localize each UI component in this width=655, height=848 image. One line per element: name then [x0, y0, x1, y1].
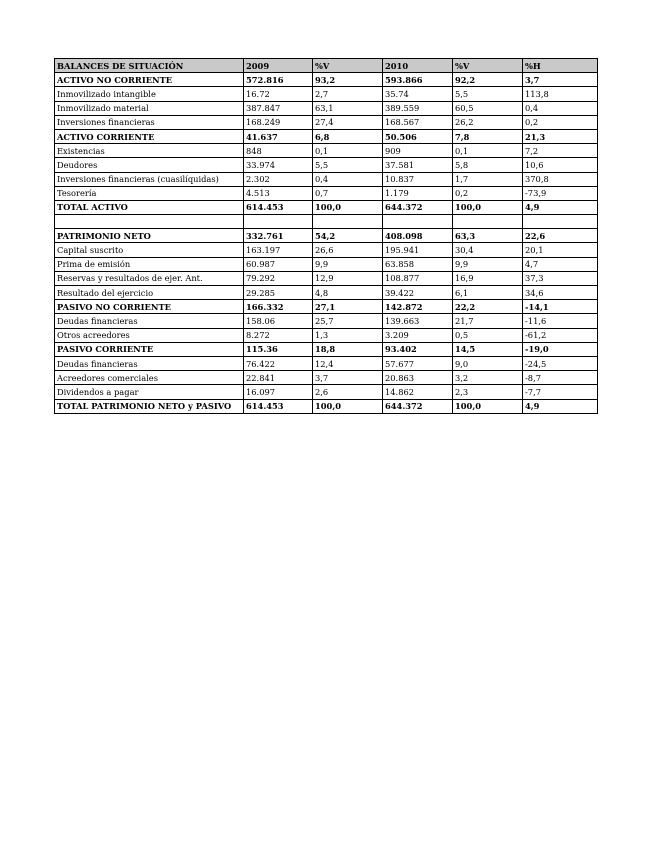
header-cell-2009: 2009: [244, 59, 313, 73]
cell-pct-v-2010: 16,9: [453, 271, 523, 285]
cell-pct-v-2010: 9,9: [453, 257, 523, 271]
cell-value-2009: 60.987: [244, 257, 313, 271]
cell-value-2009: 166.332: [244, 300, 313, 314]
cell-value-2009: 41.637: [244, 129, 313, 143]
cell-value-2010: 10.837: [383, 172, 453, 186]
cell-pct-h: -14,1: [523, 300, 598, 314]
cell-pct-v-2009: 27,4: [313, 115, 383, 129]
cell-pct-h: -73,9: [523, 186, 598, 200]
table-row: [55, 286, 598, 300]
cell-concept: PASIVO NO CORRIENTE: [55, 300, 244, 314]
cell-pct-v-2010: 0,1: [453, 144, 523, 158]
cell-value-2010: 168.567: [383, 115, 453, 129]
cell-pct-v-2010: 9,0: [453, 356, 523, 370]
table-row: [55, 385, 598, 399]
cell-pct-v-2009: 6,8: [313, 129, 383, 143]
table-row: [55, 186, 598, 200]
header-cell-2010: 2010: [383, 59, 453, 73]
cell-pct-h: 37,3: [523, 271, 598, 285]
cell-pct-v-2009: 0,4: [313, 172, 383, 186]
cell-pct-h: -11,6: [523, 314, 598, 328]
cell-value-2009: 572.816: [244, 73, 313, 87]
cell-pct-h: -8,7: [523, 371, 598, 385]
cell-pct-h: 10,6: [523, 158, 598, 172]
balance-sheet-body: [55, 59, 598, 414]
table-row: [55, 271, 598, 285]
cell-concept: [55, 215, 244, 229]
cell-value-2009: 16.72: [244, 87, 313, 101]
cell-pct-v-2010: 26,2: [453, 115, 523, 129]
cell-pct-v-2009: 25,7: [313, 314, 383, 328]
cell-pct-h: 4,9: [523, 399, 598, 413]
cell-value-2010: 108.877: [383, 271, 453, 285]
cell-pct-h: 7,2: [523, 144, 598, 158]
section-row: [55, 399, 598, 413]
cell-value-2010: 644.372: [383, 399, 453, 413]
cell-value-2010: 644.372: [383, 200, 453, 214]
header-cell-h: %H: [523, 59, 598, 73]
header-cell-v-2010: %V: [453, 59, 523, 73]
cell-concept: Prima de emisión: [55, 257, 244, 271]
cell-pct-v-2010: 3,2: [453, 371, 523, 385]
cell-pct-h: 4,9: [523, 200, 598, 214]
cell-pct-v-2009: 3,7: [313, 371, 383, 385]
cell-pct-v-2009: 0,1: [313, 144, 383, 158]
cell-concept: Existencias: [55, 144, 244, 158]
cell-value-2010: 63.858: [383, 257, 453, 271]
cell-pct-h: 4,7: [523, 257, 598, 271]
cell-concept: Inversiones financieras: [55, 115, 244, 129]
cell-pct-v-2010: 30,4: [453, 243, 523, 257]
table-row: [55, 158, 598, 172]
cell-pct-h: 22,6: [523, 229, 598, 243]
table-row: [55, 328, 598, 342]
cell-value-2009: 29.285: [244, 286, 313, 300]
header-cell-concept: BALANCES DE SITUACIÓN: [55, 59, 244, 73]
cell-pct-h: -61,2: [523, 328, 598, 342]
cell-pct-v-2010: 7,8: [453, 129, 523, 143]
cell-value-2010: 39.422: [383, 286, 453, 300]
cell-pct-v-2009: 18,8: [313, 342, 383, 356]
cell-pct-v-2009: 2,6: [313, 385, 383, 399]
cell-pct-h: 21,3: [523, 129, 598, 143]
cell-pct-v-2010: 92,2: [453, 73, 523, 87]
cell-concept: Inversiones financieras (cuasilíquidas): [55, 172, 244, 186]
cell-value-2010: 195.941: [383, 243, 453, 257]
cell-pct-h: -24,5: [523, 356, 598, 370]
cell-pct-v-2009: 2,7: [313, 87, 383, 101]
cell-value-2009: 2.302: [244, 172, 313, 186]
table-row: [55, 314, 598, 328]
cell-value-2009: 163.197: [244, 243, 313, 257]
section-row: [55, 342, 598, 356]
cell-pct-v-2009: 0,7: [313, 186, 383, 200]
cell-value-2010: 593.866: [383, 73, 453, 87]
cell-value-2010: 14.862: [383, 385, 453, 399]
cell-value-2009: 387.847: [244, 101, 313, 115]
cell-value-2009: 332.761: [244, 229, 313, 243]
cell-pct-v-2009: 93,2: [313, 73, 383, 87]
section-row: [55, 300, 598, 314]
cell-pct-h: 34,6: [523, 286, 598, 300]
table-row: [55, 356, 598, 370]
cell-pct-h: [523, 215, 598, 229]
cell-value-2010: 389.559: [383, 101, 453, 115]
cell-value-2009: 168.249: [244, 115, 313, 129]
cell-concept: Otros acreedores: [55, 328, 244, 342]
table-row: [55, 243, 598, 257]
cell-value-2009: 848: [244, 144, 313, 158]
cell-value-2010: 3.209: [383, 328, 453, 342]
cell-pct-v-2009: 100,0: [313, 399, 383, 413]
cell-pct-v-2009: 9,9: [313, 257, 383, 271]
cell-concept: Dividendos a pagar: [55, 385, 244, 399]
cell-value-2009: 158.06: [244, 314, 313, 328]
cell-concept: Capital suscrito: [55, 243, 244, 257]
cell-concept: TOTAL ACTIVO: [55, 200, 244, 214]
cell-concept: PATRIMONIO NETO: [55, 229, 244, 243]
table-row: [55, 87, 598, 101]
table-row: [55, 172, 598, 186]
cell-pct-v-2010: 1,7: [453, 172, 523, 186]
cell-concept: Resultado del ejercicio: [55, 286, 244, 300]
cell-value-2009: [244, 215, 313, 229]
blank-row: [55, 215, 598, 229]
cell-concept: Deudas financieras: [55, 314, 244, 328]
cell-value-2010: 35.74: [383, 87, 453, 101]
cell-pct-v-2010: 100,0: [453, 200, 523, 214]
cell-pct-v-2009: 4,8: [313, 286, 383, 300]
cell-pct-h: 0,4: [523, 101, 598, 115]
cell-value-2010: 142.872: [383, 300, 453, 314]
cell-value-2009: 22.841: [244, 371, 313, 385]
cell-value-2009: 115.36: [244, 342, 313, 356]
cell-pct-v-2009: 54,2: [313, 229, 383, 243]
cell-concept: Acreedores comerciales: [55, 371, 244, 385]
section-row: [55, 129, 598, 143]
cell-pct-h: 370,8: [523, 172, 598, 186]
cell-pct-h: 3,7: [523, 73, 598, 87]
cell-pct-v-2010: 0,2: [453, 186, 523, 200]
table-row: [55, 115, 598, 129]
cell-concept: Deudores: [55, 158, 244, 172]
cell-value-2009: 8.272: [244, 328, 313, 342]
cell-pct-v-2010: 60,5: [453, 101, 523, 115]
cell-value-2009: 16.097: [244, 385, 313, 399]
cell-pct-v-2010: 63,3: [453, 229, 523, 243]
cell-pct-h: 20,1: [523, 243, 598, 257]
header-row: [55, 59, 598, 73]
cell-value-2009: 4.513: [244, 186, 313, 200]
cell-pct-v-2009: 63,1: [313, 101, 383, 115]
cell-pct-v-2010: 0,5: [453, 328, 523, 342]
cell-pct-v-2010: 21,7: [453, 314, 523, 328]
section-row: [55, 229, 598, 243]
table-row: [55, 371, 598, 385]
cell-value-2010: 20.863: [383, 371, 453, 385]
cell-concept: TOTAL PATRIMONIO NETO y PASIVO: [55, 399, 244, 413]
cell-pct-v-2009: 1,3: [313, 328, 383, 342]
cell-pct-h: 113,8: [523, 87, 598, 101]
cell-pct-v-2009: [313, 215, 383, 229]
cell-value-2009: 76.422: [244, 356, 313, 370]
cell-pct-h: 0,2: [523, 115, 598, 129]
cell-pct-h: -19,0: [523, 342, 598, 356]
cell-pct-v-2010: 6,1: [453, 286, 523, 300]
cell-pct-v-2009: 100,0: [313, 200, 383, 214]
table-row: [55, 144, 598, 158]
cell-value-2009: 33.974: [244, 158, 313, 172]
section-row: [55, 73, 598, 87]
cell-concept: Inmovilizado material: [55, 101, 244, 115]
cell-pct-v-2010: 2,3: [453, 385, 523, 399]
cell-value-2010: 139.663: [383, 314, 453, 328]
cell-concept: ACTIVO NO CORRIENTE: [55, 73, 244, 87]
cell-value-2010: [383, 215, 453, 229]
cell-value-2010: 408.098: [383, 229, 453, 243]
cell-pct-v-2010: 14,5: [453, 342, 523, 356]
header-cell-v-2009: %V: [313, 59, 383, 73]
cell-value-2010: 50.506: [383, 129, 453, 143]
cell-value-2010: 93.402: [383, 342, 453, 356]
cell-pct-v-2009: 27,1: [313, 300, 383, 314]
cell-value-2010: 1.179: [383, 186, 453, 200]
cell-pct-v-2010: 22,2: [453, 300, 523, 314]
balance-sheet-table: [54, 58, 598, 414]
cell-concept: Inmovilizado intangible: [55, 87, 244, 101]
cell-concept: Deudas financieras: [55, 356, 244, 370]
cell-pct-v-2010: [453, 215, 523, 229]
table-row: [55, 257, 598, 271]
cell-pct-v-2009: 12,4: [313, 356, 383, 370]
cell-pct-v-2010: 100,0: [453, 399, 523, 413]
cell-value-2010: 37.581: [383, 158, 453, 172]
cell-value-2009: 79.292: [244, 271, 313, 285]
cell-pct-v-2009: 12,9: [313, 271, 383, 285]
cell-concept: ACTIVO CORRIENTE: [55, 129, 244, 143]
cell-pct-v-2009: 5,5: [313, 158, 383, 172]
cell-pct-h: -7,7: [523, 385, 598, 399]
cell-value-2010: 57.677: [383, 356, 453, 370]
cell-pct-v-2009: 26,6: [313, 243, 383, 257]
cell-value-2009: 614.453: [244, 200, 313, 214]
cell-value-2009: 614.453: [244, 399, 313, 413]
cell-concept: Reservas y resultados de ejer. Ant.: [55, 271, 244, 285]
cell-pct-v-2010: 5,8: [453, 158, 523, 172]
cell-pct-v-2010: 5,5: [453, 87, 523, 101]
table-row: [55, 101, 598, 115]
cell-value-2010: 909: [383, 144, 453, 158]
cell-concept: PASIVO CORRIENTE: [55, 342, 244, 356]
cell-concept: Tesorería: [55, 186, 244, 200]
section-row: [55, 200, 598, 214]
